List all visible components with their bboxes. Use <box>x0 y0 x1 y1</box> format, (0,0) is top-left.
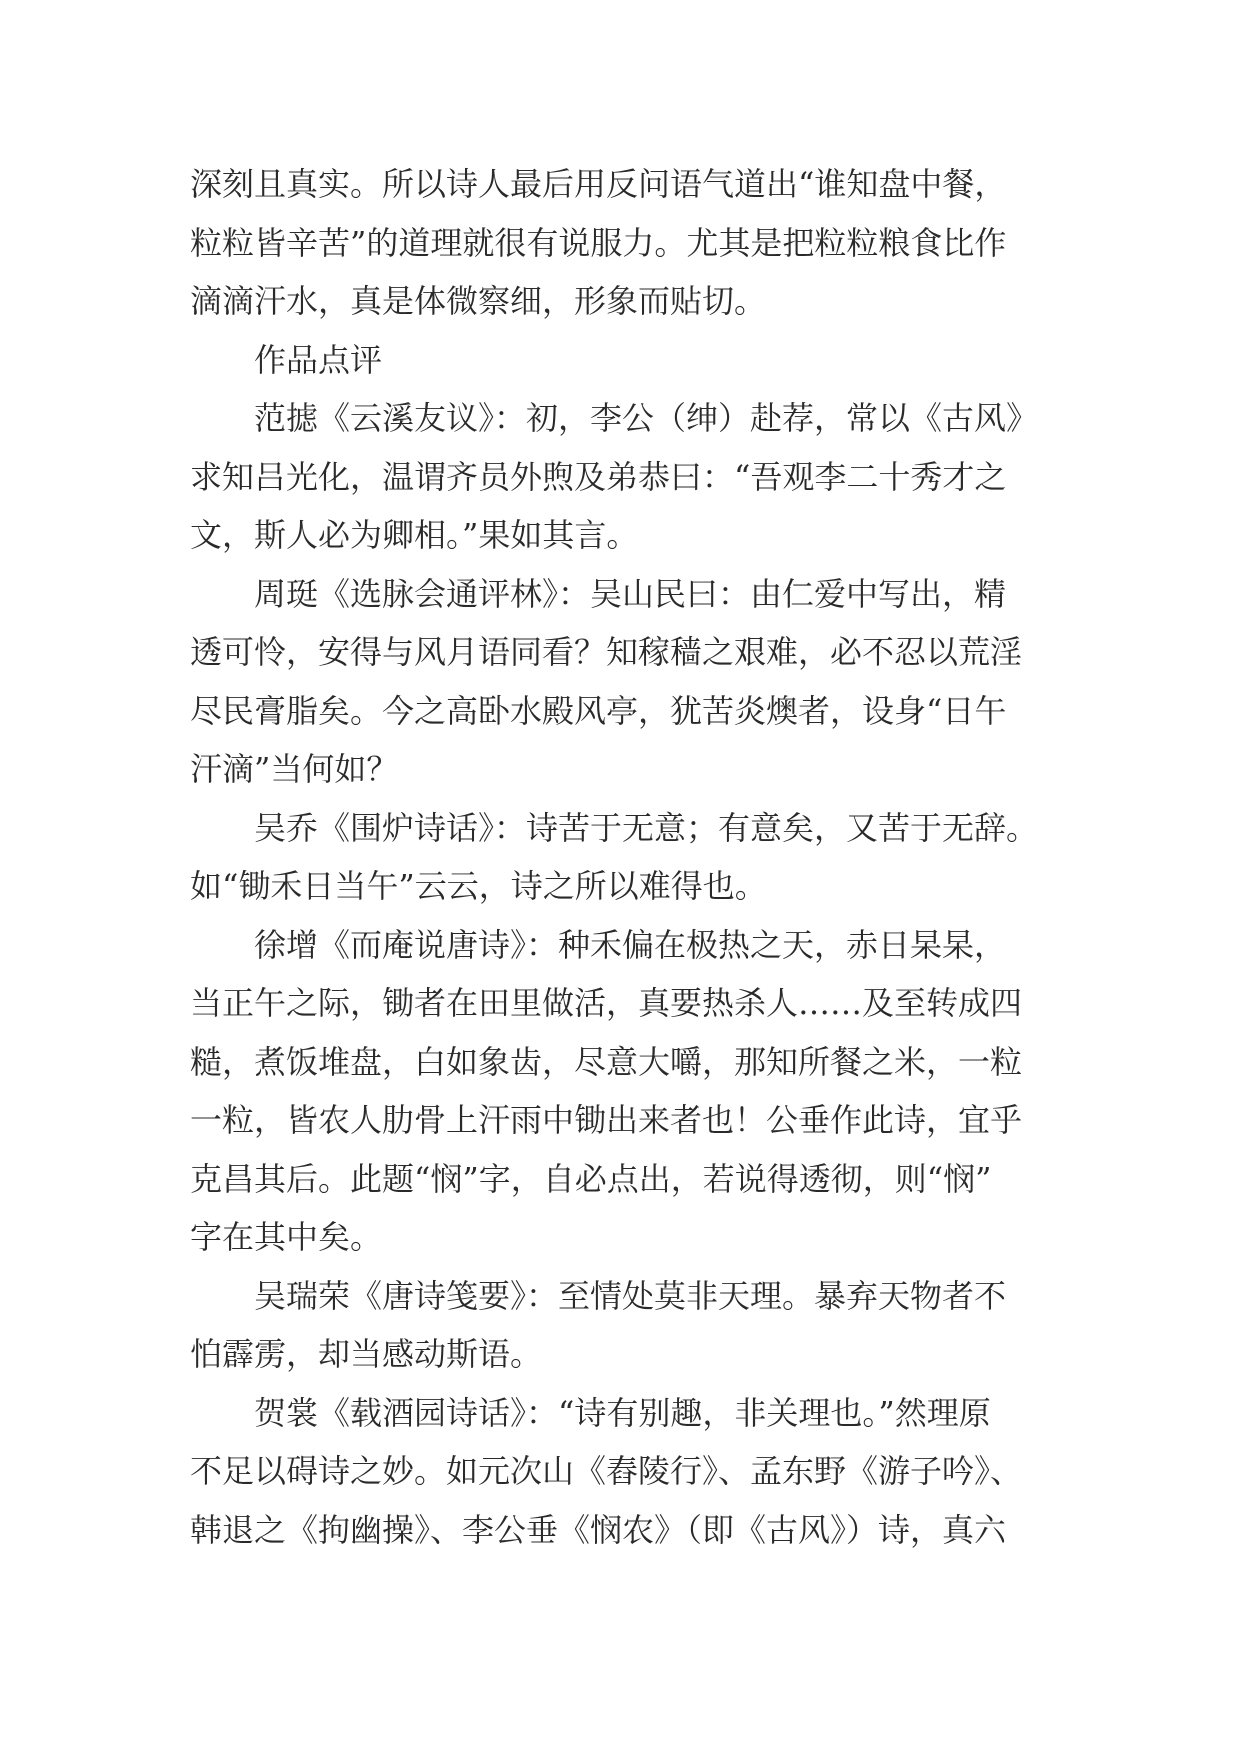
text-line: 一粒，皆农人肋骨上汗雨中锄出来者也！公垂作此诗，宜乎 <box>190 1101 1023 1139</box>
paragraph-start: 吴瑞荣《唐诗笺要》：至情处莫非天理。暴弃天物者不 <box>254 1276 1007 1315</box>
paragraph-start: 贺裳《载酒园诗话》：“诗有别趣，非关理也。”然理原 <box>254 1393 991 1432</box>
text-line: 怕霹雳，却当感动斯语。 <box>190 1335 543 1373</box>
text-line: 当正午之际，锄者在田里做活，真要热杀人……及至转成四 <box>190 984 1023 1022</box>
text-line: 字在其中矣。 <box>190 1218 383 1256</box>
text-line: 克昌其后。此题“悯”字，自必点出，若说得透彻，则“悯” <box>190 1159 992 1198</box>
text-line: 韩退之《拘幽操》、李公垂《悯农》（即《古风》）诗，真六 <box>190 1510 1007 1549</box>
paragraph-start: 范摅《云溪友议》：初，李公（绅）赴荐，常以《古风》 <box>254 399 1039 437</box>
paragraph-start: 徐增《而庵说唐诗》：种禾偏在极热之天，赤日杲杲， <box>254 925 1007 964</box>
text-line: 透可怜，安得与风月语同看？知稼穑之艰难，必不忍以荒淫 <box>190 633 1023 671</box>
text-line: 糙，煮饭堆盘，白如象齿，尽意大嚼，那知所餐之米，一粒 <box>190 1042 1023 1081</box>
text-line: 文，斯人必为卿相。”果如其言。 <box>190 516 639 554</box>
text-line: 深刻且真实。所以诗人最后用反问语气道出“谁知盘中餐， <box>190 165 1007 203</box>
text-line: 求知吕光化，温谓齐员外煦及弟恭曰：“吾观李二十秀才之 <box>190 457 1007 496</box>
text-line: 不足以碍诗之妙。如元次山《舂陵行》、孟东野《游子吟》、 <box>190 1452 1023 1490</box>
document-body <box>190 155 1050 1559</box>
paragraph-start: 吴乔《围炉诗话》：诗苦于无意；有意矣，又苦于无辞。 <box>254 808 1039 847</box>
text-line: 如“锄禾日当午”云云，诗之所以难得也。 <box>190 867 767 905</box>
section-heading: 作品点评 <box>254 340 383 379</box>
text-line: 滴滴汗水，真是体微察细，形象而贴切。 <box>190 282 767 320</box>
paragraph-start: 周珽《选脉会通评林》：吴山民曰：由仁爱中写出，精 <box>254 574 1007 613</box>
text-line: 尽民膏脂矣。今之高卧水殿风亭，犹苦炎燠者，设身“日午 <box>190 691 1007 730</box>
text-line: 汗滴”当何如？ <box>190 750 399 788</box>
text-line: 粒粒皆辛苦”的道理就很有说服力。尤其是把粒粒粮食比作 <box>190 223 1007 262</box>
